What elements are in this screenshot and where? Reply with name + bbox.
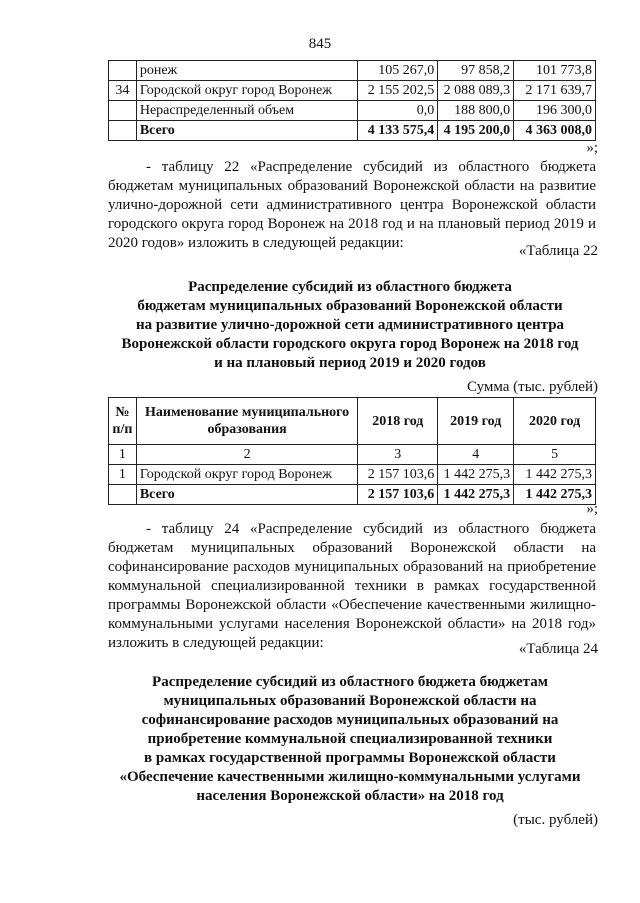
value-2019: 1 442 275,3 — [438, 465, 514, 485]
column-index: 4 — [438, 445, 514, 465]
header-2019: 2019 год — [438, 398, 514, 445]
heading-line: приобретение коммунальной специализированной техники — [147, 731, 553, 747]
value-2020: 101 773,8 — [514, 61, 596, 81]
table-24-units: (тыс. рублей) — [513, 812, 598, 828]
table-22-heading — [100, 278, 600, 373]
column-index: 1 — [109, 445, 137, 465]
heading-line: бюджетам муниципальных образований Воронежской области — [137, 298, 563, 314]
index-row — [109, 445, 596, 465]
heading-line: населения Воронежской области» на 2018 год — [196, 788, 504, 804]
value-2020: 1 442 275,3 — [514, 465, 596, 485]
row-number: 34 — [109, 81, 137, 101]
municipality-name: Городской округ город Воронеж — [136, 81, 358, 101]
value-2020: 2 171 639,7 — [514, 81, 596, 101]
heading-line: муниципальных образований Воронежской области на — [163, 693, 537, 709]
table-row — [109, 465, 596, 485]
value-2018: 2 157 103,6 — [358, 465, 438, 485]
row-number — [109, 101, 137, 121]
row-number: 1 — [109, 465, 137, 485]
table-closing-quote: »; — [586, 501, 598, 517]
total-label: Всего — [136, 121, 358, 141]
header-2020: 2020 год — [514, 398, 596, 445]
total-row — [109, 121, 596, 141]
value-2018: 105 267,0 — [358, 61, 438, 81]
top-table — [108, 60, 596, 141]
page-number: 845 — [308, 36, 332, 52]
heading-line: Распределение субсидий из областного бюджета бюджетам — [152, 674, 548, 690]
table-row — [109, 81, 596, 101]
value-2019: 2 088 089,3 — [438, 81, 514, 101]
total-2020: 1 442 275,3 — [514, 485, 596, 505]
header-row — [109, 398, 596, 445]
total-2019: 1 442 275,3 — [438, 485, 514, 505]
column-index: 5 — [514, 445, 596, 465]
table-24-label: «Таблица 24 — [518, 641, 598, 657]
table-22-label: «Таблица 22 — [518, 243, 598, 259]
header-number: № п/п — [109, 398, 137, 445]
value-2018: 0,0 — [358, 101, 438, 121]
municipality-name: Нераспределенный объем — [136, 101, 358, 121]
total-2020: 4 363 008,0 — [514, 121, 596, 141]
paragraph-table-24: - таблицу 24 «Распределение субсидий из областного бюджета бюджетам муниципальных образований Воронежской области на софинансирование расходов муниципальных образований на приобретение коммунальной специализированной техники в рамках государственной программы Воронежской области «Обеспечение качественными жилищно-коммунальными услугами населения Воронежской области» на 2018 год» изложить в следующей редакции: — [108, 521, 596, 651]
table-24-heading — [100, 673, 600, 806]
heading-line: на развитие улично-дорожной сети административного центра — [135, 317, 565, 333]
header-2018: 2018 год — [358, 398, 438, 445]
heading-line: и на плановый период 2019 и 2020 годов — [214, 355, 486, 371]
column-index: 2 — [136, 445, 358, 465]
value-2019: 97 858,2 — [438, 61, 514, 81]
table-row — [109, 61, 596, 81]
value-2019: 188 800,0 — [438, 101, 514, 121]
total-row — [109, 485, 596, 505]
row-number — [109, 121, 137, 141]
header-name: Наименование муниципального образования — [136, 398, 358, 445]
heading-line: софинансирование расходов муниципальных образований на — [141, 712, 559, 728]
row-number — [109, 61, 137, 81]
row-number — [109, 485, 137, 505]
heading-line: Воронежской области городского округа город Воронеж на 2018 год — [121, 336, 579, 352]
heading-line: Распределение субсидий из областного бюджета — [188, 279, 512, 295]
total-2019: 4 195 200,0 — [438, 121, 514, 141]
value-2020: 196 300,0 — [514, 101, 596, 121]
heading-line: «Обеспечение качественными жилищно-коммунальными услугами — [119, 769, 581, 785]
total-2018: 4 133 575,4 — [358, 121, 438, 141]
heading-line: в рамках государственной программы Воронежской области — [144, 750, 556, 766]
value-2018: 2 155 202,5 — [358, 81, 438, 101]
total-label: Всего — [136, 485, 358, 505]
table-closing-quote: »; — [586, 140, 598, 156]
municipality-name: ронеж — [136, 61, 358, 81]
table-22 — [108, 397, 596, 505]
paragraph-table-22: - таблицу 22 «Распределение субсидий из областного бюджета бюджетам муниципальных образований Воронежской области на развитие улично-дорожной сети административного центра Воронежской области городского округа город Воронеж на 2018 год и на плановый период 2019 и 2020 годов» изложить в следующей редакции: — [108, 159, 596, 251]
column-index: 3 — [358, 445, 438, 465]
table-22-units: Сумма (тыс. рублей) — [466, 379, 598, 395]
table-row — [109, 101, 596, 121]
total-2018: 2 157 103,6 — [358, 485, 438, 505]
municipality-name: Городской округ город Воронеж — [136, 465, 358, 485]
